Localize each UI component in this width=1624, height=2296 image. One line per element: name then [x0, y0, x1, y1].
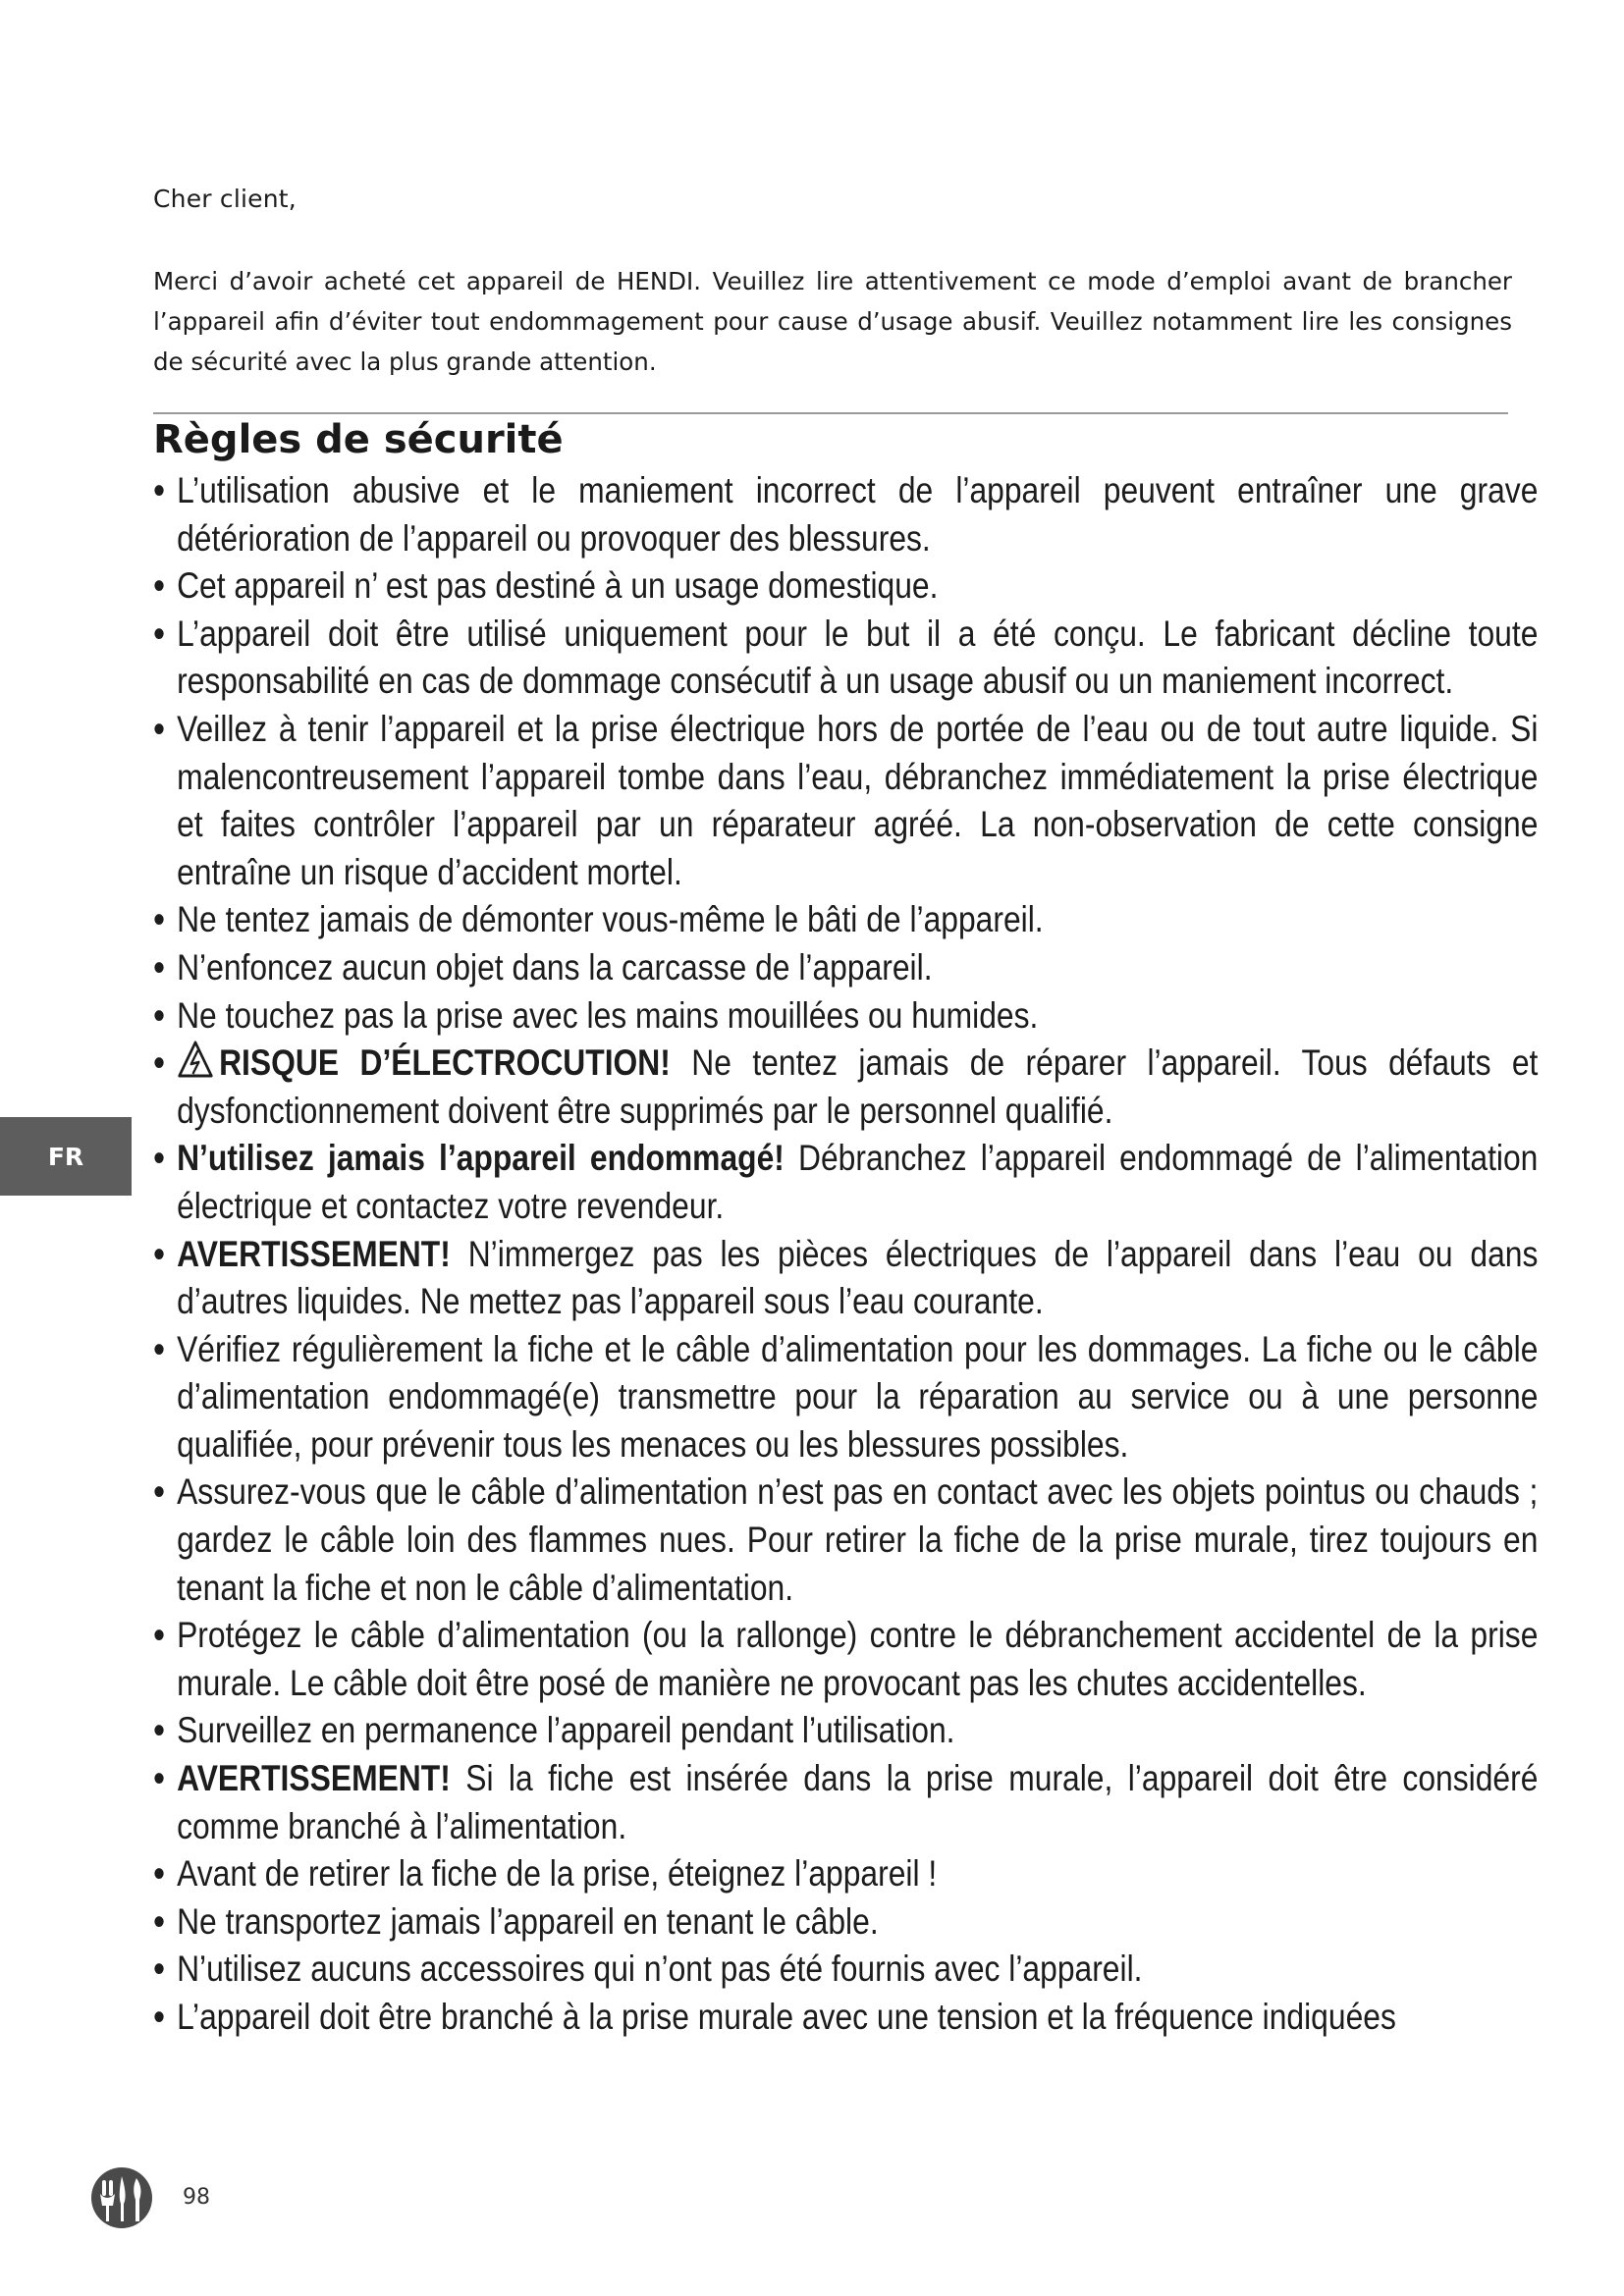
rule-text: Veillez à tenir l’appareil et la prise électrique hors de portée de l’eau ou de tout autre liquide. Si malencontreusement l’appareil tombe dans l’eau, débranchez immédiatement la prise électrique et faites contrôler l’appareil par un réparateur agréé. La non-observation de cette consigne entraîne un risque d’accident mortel. [177, 708, 1539, 892]
rule-text: N’utilisez aucuns accessoires qui n’ont pas été fournis avec l’appareil. [177, 1949, 1143, 1990]
rule-text: Ne tentez jamais de démonter vous-même le bâti de l’appareil. [177, 899, 1044, 940]
rule-text: L’appareil doit être utilisé uniquement pour le but il a été conçu. Le fabricant décline toute responsabilité en cas de dommage consécutif à un usage abusif ou un maniement incorrect. [177, 613, 1539, 702]
rule-text: L’appareil doit être branché à la prise murale avec une tension et la fréquence indiquées [177, 1997, 1396, 2037]
rule-text: Protégez le câble d’alimentation (ou la rallonge) contre le débranchement accidentel de la prise murale. Le câble doit être posé de manière ne provocant pas les chutes accidentelles. [177, 1615, 1539, 1703]
rule-text: Débranchez l’appareil endommagé de l’alimentation électrique et contactez votre revendeur. [177, 1138, 1539, 1226]
list-item [153, 1898, 1538, 1947]
list-item [153, 1135, 1538, 1230]
rule-text: Assurez-vous que le câble d’alimentation n’est pas en contact avec les objets pointus ou chauds ; gardez le câble loin des flammes nues. Pour retirer la fiche de la prise murale, tirez toujours en tenant la fiche et non le câble d’alimentation. [177, 1471, 1539, 1608]
list-item [153, 944, 1538, 992]
list-item [153, 896, 1538, 944]
rule-bold-label: AVERTISSEMENT! [177, 1233, 451, 1274]
list-item [153, 1755, 1538, 1850]
rule-bold-label: RISQUE D’ÉLECTROCUTION! [219, 1042, 671, 1084]
rule-bold-label: AVERTISSEMENT! [177, 1758, 451, 1799]
list-item [153, 1707, 1538, 1755]
rule-text: N’enfoncez aucun objet dans la carcasse de l’appareil. [177, 946, 933, 988]
list-item [153, 1468, 1538, 1612]
rule-text: L’utilisation abusive et le maniement incorrect de l’appareil peuvent entraîner une grave détérioration de l’appareil ou provoquer des blessures. [177, 470, 1539, 559]
greeting: Cher client, [153, 185, 297, 213]
list-item [153, 992, 1538, 1041]
list-item [153, 706, 1538, 896]
list-item [153, 1946, 1538, 1994]
cutlery-logo-icon [90, 2166, 153, 2229]
list-item [153, 467, 1538, 562]
list-item [153, 562, 1538, 611]
section-title: Règles de sécurité [153, 417, 564, 462]
list-item [153, 1231, 1538, 1326]
rule-text: Ne tentez jamais de réparer l’appareil. Tous défauts et dysfonctionnement doivent être supprimés par le personnel qualifié. [177, 1042, 1539, 1131]
language-tab [0, 1117, 132, 1196]
rule-text: Ne transportez jamais l’appareil en tenant le câble. [177, 1900, 879, 1942]
list-item [153, 1326, 1538, 1469]
list-item [153, 1994, 1538, 2042]
rule-text: Ne touchez pas la prise avec les mains mouillées ou humides. [177, 994, 1039, 1036]
safety-rules-list [153, 467, 1538, 2042]
list-item [153, 611, 1538, 706]
rule-text: Avant de retirer la fiche de la prise, éteignez l’appareil ! [177, 1853, 938, 1895]
electric-warning-icon [177, 1040, 214, 1079]
list-item [153, 1040, 1538, 1135]
rule-text: Vérifiez régulièrement la fiche et le câble d’alimentation pour les dommages. La fiche ou le câble d’alimentation endommagé(e) transmettre pour la réparation au service ou à une personne qualifiée, pour prévenir tous les menaces ou les blessures possibles. [177, 1328, 1539, 1465]
rule-bold-label: N’utilisez jamais l’appareil endommagé! [177, 1138, 785, 1179]
list-item [153, 1850, 1538, 1898]
language-label: FR [47, 1142, 84, 1171]
rule-text: Cet appareil n’ est pas destiné à un usage domestique. [177, 565, 939, 607]
rule-text: Si la fiche est insérée dans la prise murale, l’appareil doit être considéré comme branché à l’alimentation. [177, 1758, 1539, 1846]
list-item [153, 1612, 1538, 1707]
intro-paragraph: Merci d’avoir acheté cet appareil de HENDI. Veuillez lire attentivement ce mode d’emploi avant de brancher l’appareil afin d’éviter tout endommagement pour cause d’usage abusif. Veuillez notamment lire les consignes de sécurité avec la plus grande attention. [153, 267, 1512, 376]
rule-text: N’immergez pas les pièces électriques de l’appareil dans l’eau ou dans d’autres liquides. Ne mettez pas l’appareil sous l’eau courante. [177, 1233, 1539, 1322]
page-number: 98 [183, 2185, 210, 2210]
rule-text: Surveillez en permanence l’appareil pendant l’utilisation. [177, 1710, 955, 1751]
